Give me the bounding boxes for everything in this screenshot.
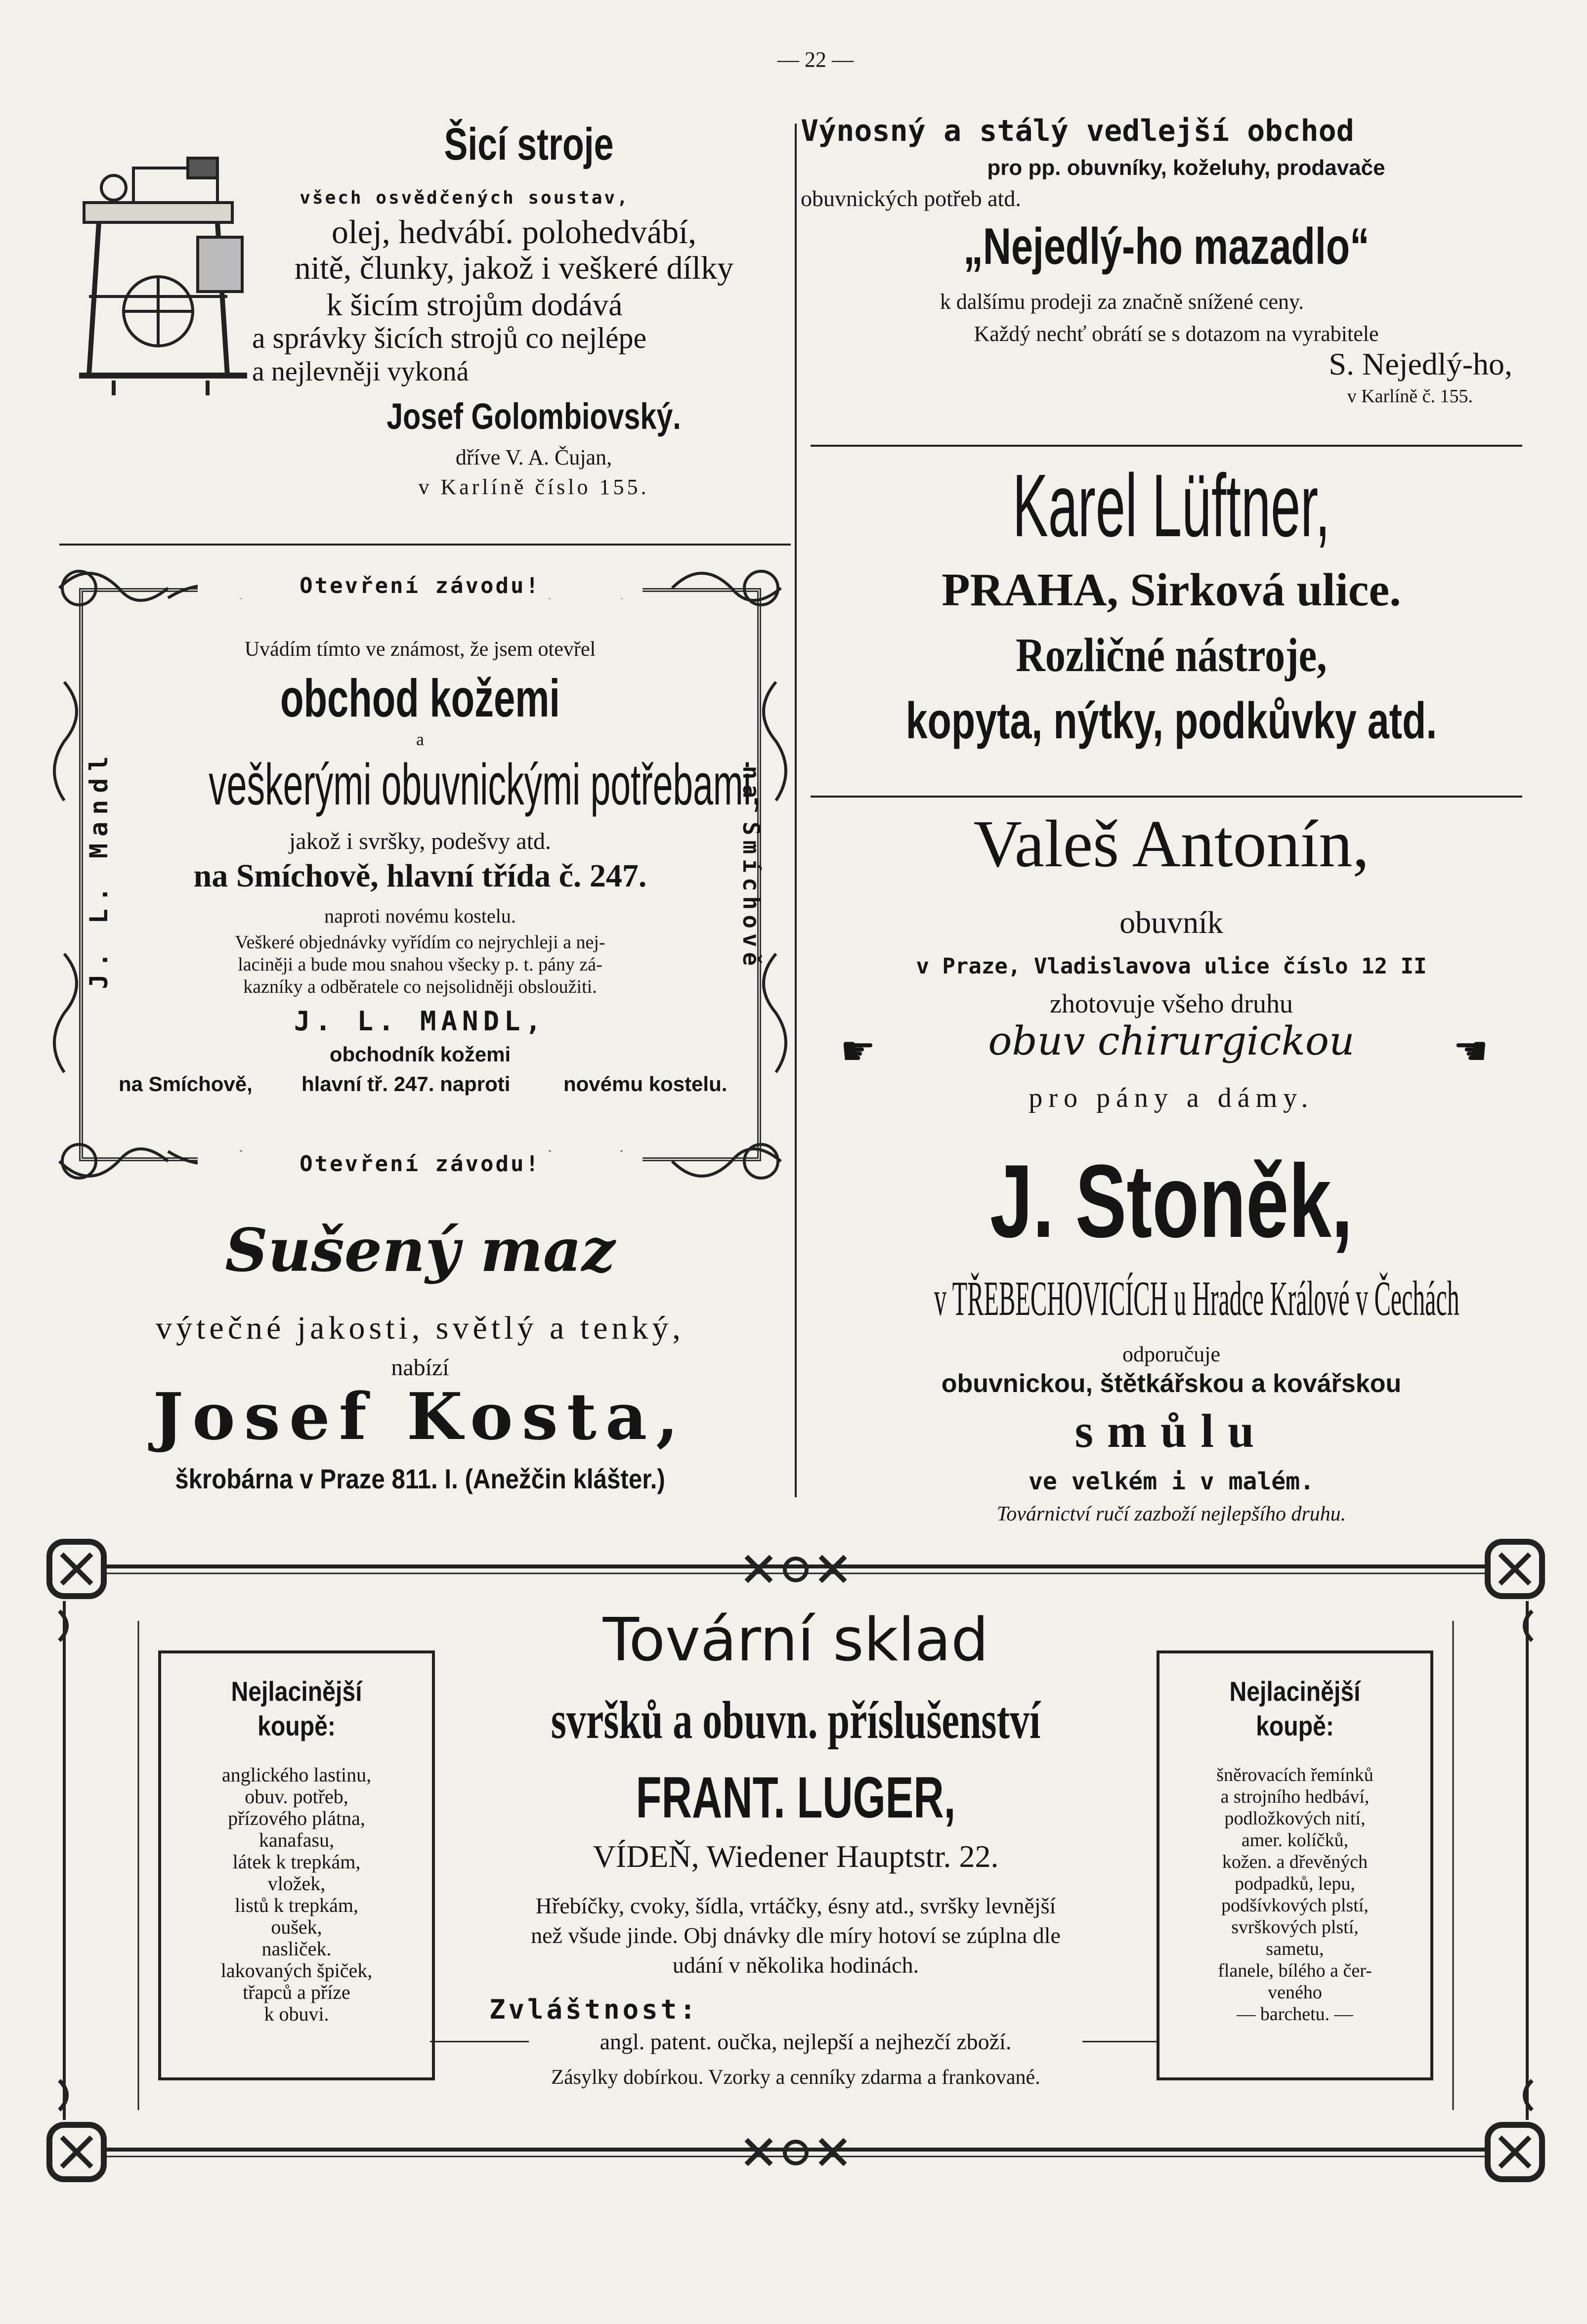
list-item: přízového plátna, bbox=[228, 1807, 365, 1829]
list-item: a strojního hedbáví, bbox=[1220, 1786, 1370, 1807]
pointing-hand-right-icon: ☛ bbox=[840, 1028, 876, 1074]
list-item: třapců a příze bbox=[243, 1981, 350, 2003]
luger-special-text: angl. patent. oučka, nejlepší a nejhezčí zboží. bbox=[600, 2029, 1012, 2054]
ad-kosta bbox=[49, 1216, 791, 1512]
stonek-sizes: ve velkém i v malém. bbox=[1029, 1468, 1314, 1495]
stonek-products: obuvnickou, štětkářskou a kovářskou bbox=[941, 1369, 1402, 1398]
luger-shipping: Zásylky dobírkou. Vzorky a cenníky zdarma a frankované. bbox=[551, 2066, 1040, 2089]
nejedly-name: S. Nejedlý-ho, bbox=[1329, 346, 1512, 381]
divider bbox=[1082, 2041, 1157, 2042]
luftner-city: PRAHA, Sirková ulice. bbox=[942, 564, 1401, 616]
list-item: látek k trepkám, bbox=[232, 1851, 361, 1873]
nejedly-address: v Karlíně č. 155. bbox=[1347, 386, 1473, 407]
mandl-sig-place: na Smíchově, bbox=[119, 1072, 253, 1096]
luger-body-1: Hřebíčky, cvoky, šídla, vrtáčky, ésny atd., svršky levnější bbox=[535, 1893, 1056, 1918]
ad-sewing-machine bbox=[49, 119, 801, 529]
list-item: obuv. potřeb, bbox=[245, 1785, 348, 1808]
list-item: — barchetu. — bbox=[1237, 2004, 1353, 2025]
kosta-address: škrobárna v Praze 811. I. (Anežčin klášter.) bbox=[175, 1463, 665, 1494]
luger-body-3: udání v několika hodinách. bbox=[672, 1952, 919, 1978]
page-number: — 22 — bbox=[777, 47, 854, 72]
list-item: sametu, bbox=[1266, 1939, 1324, 1959]
kosta-line-2: nabízí bbox=[391, 1354, 449, 1381]
mandl-body-2: laciněji a bude mou snahou všecky p. t. pány zá- bbox=[238, 954, 602, 975]
divider bbox=[811, 445, 1522, 447]
mandl-headline-2: veškerými obuvnickými potřebami, bbox=[209, 752, 762, 817]
list-item: listů k trepkám, bbox=[235, 1894, 358, 1916]
stonek-place: v TŘEBECHOVICÍCH u Hradce Králové v Čechách bbox=[934, 1271, 1459, 1326]
nejedly-product: „Nejedlý-ho mazadlo“ bbox=[963, 218, 1370, 275]
list-item: kanafasu, bbox=[258, 1829, 335, 1851]
sewing-line-4: a správky šicích strojů co nejlépe bbox=[252, 322, 647, 354]
luger-left-list bbox=[158, 1764, 435, 2025]
vales-line-1: zhotovuje všeho druhu bbox=[1050, 989, 1293, 1018]
stonek-smula: smůlu bbox=[1074, 1404, 1268, 1457]
luger-left-title-1: Nejlacinější bbox=[231, 1676, 362, 1707]
list-item: anglického lastinu, bbox=[221, 1764, 372, 1786]
luger-right-title-1: Nejlacinější bbox=[1229, 1676, 1361, 1707]
mandl-location: na Smíchově, hlavní třída č. 247. bbox=[193, 858, 647, 894]
mandl-signature: J. L. MANDL, bbox=[294, 1006, 547, 1037]
divider bbox=[59, 544, 791, 546]
luger-body-2: než všude jinde. Obj dnávky dle míry hotoví se zúplna dle bbox=[531, 1923, 1061, 1948]
sewing-line-1: olej, hedvábí. polohedvábí, bbox=[331, 213, 697, 251]
list-item: nasliček. bbox=[261, 1938, 332, 1960]
nejedly-line-1: pro pp. obuvníky, koželuhy, prodavače bbox=[987, 156, 1385, 180]
luftner-name: Karel Lüftner, bbox=[1012, 456, 1330, 555]
mandl-body-3: kazníky a odběratele co nejsolidněji obsloužiti. bbox=[243, 976, 597, 997]
stonek-recommend: odporučuje bbox=[1122, 1342, 1220, 1366]
list-item: lakovaných špiček, bbox=[220, 1959, 373, 1982]
mandl-line-jakoz: jakož i svršky, podešvy atd. bbox=[289, 828, 552, 854]
nejedly-title: Výnosný a stálý vedlejší obchod bbox=[801, 114, 1354, 148]
vales-trade: obuvník bbox=[1119, 905, 1223, 940]
sewing-name: Josef Golombiovský. bbox=[386, 396, 681, 437]
list-item: svrškových plstí, bbox=[1231, 1917, 1359, 1938]
vales-name: Valeš Antonín, bbox=[973, 807, 1370, 881]
sewing-title: Šicí stroje bbox=[444, 119, 614, 169]
sewing-line-2: nitě, člunky, jakož i veškeré dílky bbox=[294, 250, 734, 286]
sewing-subtitle: všech osvědčených soustav, bbox=[300, 188, 630, 208]
nejedly-line-2: obuvnických potřeb atd. bbox=[801, 186, 1021, 211]
kosta-name: Josef Kosta, bbox=[153, 1379, 687, 1454]
mandl-sig-addr-2: novému kostelu. bbox=[563, 1072, 728, 1096]
list-item: podpadků, lepu, bbox=[1235, 1873, 1355, 1894]
mandl-body-1: Veškeré objednávky vyřídím co nejrychleji a nej- bbox=[235, 932, 605, 953]
mandl-and: a bbox=[416, 729, 424, 749]
ad-luftner bbox=[801, 455, 1542, 791]
divider bbox=[430, 2041, 529, 2042]
list-item: flanele, bílého a čer- bbox=[1218, 1960, 1372, 1981]
mandl-intro: Uvádím tímto ve známost, že jsem otevřel bbox=[244, 638, 596, 661]
mandl-top-banner: Otevření závodu! bbox=[198, 573, 643, 598]
ad-nejedly bbox=[801, 114, 1542, 440]
list-item: vložek, bbox=[267, 1872, 326, 1895]
mandl-bottom-banner: Otevření závodu! bbox=[198, 1151, 643, 1177]
nejedly-line-3: k dalšímu prodeji za značně snížené ceny. bbox=[940, 290, 1304, 314]
kosta-line-1: výtečné jakosti, světlý a tenký, bbox=[156, 1310, 685, 1346]
stonek-factory: Továrnictví ručí zazboží nejlepšího druhu. bbox=[996, 1503, 1346, 1525]
ad-mandl bbox=[49, 558, 791, 1191]
vales-product: obuv chirurgickou bbox=[988, 1018, 1355, 1064]
list-item: oušek, bbox=[271, 1916, 322, 1938]
pointing-hand-left-icon: ☛ bbox=[1453, 1028, 1489, 1074]
ad-stonek bbox=[796, 1141, 1547, 1537]
list-item: k obuvi. bbox=[264, 2003, 329, 2025]
mandl-side-right: na Smíchově bbox=[738, 765, 765, 971]
nejedly-line-4: Každý nechť obrátí se s dotazom na vyrabitele bbox=[974, 322, 1379, 346]
sewing-former: dříve V. A. Čujan, bbox=[455, 445, 612, 469]
luger-address: VÍDEŇ, Wiedener Hauptstr. 22. bbox=[593, 1839, 999, 1874]
luftner-line-2: kopyta, nýtky, podkůvky atd. bbox=[905, 692, 1437, 750]
list-item: kožen. a dřevěných bbox=[1222, 1852, 1368, 1872]
luger-left-title-2: koupě: bbox=[257, 1710, 336, 1741]
luger-title: Tovární sklad bbox=[602, 1606, 989, 1675]
luftner-line-1: Rozličné nástroje, bbox=[1016, 629, 1327, 682]
list-item: šněrovacích řemínků bbox=[1216, 1765, 1373, 1785]
sewing-line-3: k šicím strojům dodává bbox=[326, 287, 623, 322]
luger-right-list bbox=[1157, 1764, 1433, 2025]
sewing-address: v Karlíně číslo 155. bbox=[418, 475, 649, 499]
mandl-side-left: J. L. Mandl bbox=[85, 749, 113, 989]
mandl-near: naproti novému kostelu. bbox=[324, 905, 516, 927]
ad-vales bbox=[801, 805, 1542, 1132]
luger-name: FRANT. LUGER, bbox=[636, 1765, 956, 1830]
divider bbox=[811, 796, 1522, 798]
mandl-sig-addr: hlavní tř. 247. naproti bbox=[301, 1072, 511, 1096]
vales-address: v Praze, Vladislavova ulice číslo 12 II bbox=[916, 954, 1427, 979]
luger-right-title-2: koupě: bbox=[1256, 1710, 1334, 1741]
kosta-title: Sušený maz bbox=[225, 1216, 615, 1285]
luger-subtitle: svršků a obuvn. příslušenství bbox=[551, 1691, 1041, 1750]
mandl-headline: obchod kožemi bbox=[280, 668, 560, 728]
mandl-sig-role: obchodník kožemi bbox=[329, 1043, 511, 1066]
luger-special: Zvláštnost: bbox=[489, 1994, 699, 2025]
list-item: podšívkových plstí, bbox=[1221, 1895, 1369, 1916]
ad-luger bbox=[44, 1532, 1547, 2189]
list-item: podložkových nití, bbox=[1224, 1808, 1366, 1829]
vales-line-2: pro pány a dámy. bbox=[1029, 1083, 1314, 1113]
stonek-name: J. Stoněk, bbox=[989, 1143, 1353, 1259]
list-item: veného bbox=[1268, 1982, 1322, 2003]
sewing-line-5: a nejlevněji vykoná bbox=[252, 356, 469, 387]
list-item: amer. kolíčků, bbox=[1241, 1830, 1349, 1851]
